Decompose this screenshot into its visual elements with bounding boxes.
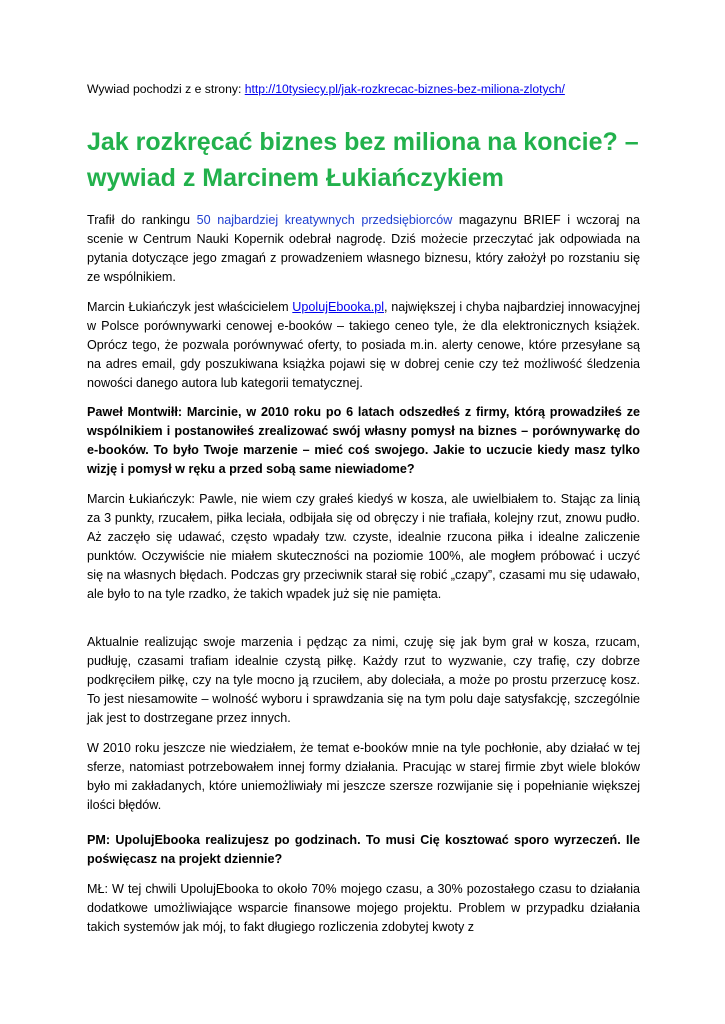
question-1: Paweł Montwiłł: Marcinie, w 2010 roku po 6 latach odszedłeś z firmy, którą prowadziłeś ze wspólnikiem i postanowiłeś zrealizować swój własny pomysł na biznes – porównywarkę do e-booków. To było Twoje marzenie – mieć coś swojego. Jakie to uczucie kiedy masz tylko wizję i pomysł w ręku a przed sobą same niewiadome?	[87, 405, 640, 476]
source-line	[87, 82, 640, 97]
answer-1-paragraph-2: Aktualnie realizując swoje marzenia i pędząc za nimi, czuję się jak bym grał w kosza, rzucam, pudłuję, czasami trafiam idealnie czystą piłkę. Każdy rzut to wyzwanie, czy trafię, czy dobrze podkręciłem piłkę, czy na tyle mocno ją rzuciłem, aby doleciała, a może po prostu przerzucę kosz. To jest niesamowite – wolność wyboru i sprawdzania się na tym polu daje satysfakcję, szczególnie jak jest to dostrzegane przez innych.	[87, 635, 640, 725]
about-text-after: , największej i chyba najbardziej innowacyjnej w Polsce porównywarki cenowej e-booków – takiego ceneo tyle, że dla elektronicznych książek. Oprócz tego, że pozwala porównywać oferty, to posiada m.in. alerty cenowe, które przesyłane są na adres email, gdy poszukiwana książka pojawi się w dobrej cenie czy też możliwość śledzenia nowości danego autora lub kategorii tematycznej.	[87, 300, 640, 390]
answer-1-paragraph-1: Marcin Łukiańczyk: Pawle, nie wiem czy grałeś kiedyś w kosza, ale uwielbiałem to. Stając za linią za 3 punkty, rzucałem, piłka leciała, odbijała się od obręczy i nie trafiała, kolejny rzut, znowu pudło. Aż zaczęło się udawać, często wpadały tzw. czyste, idealnie rzucona piłka i idealne zaliczenie punktów. Oczywiście nie miałem skuteczności na poziomie 100%, ale mogłem próbować i uczyć się na własnych błędach. Podczas gry przeciwnik starał się robić „czapy”, czasami mu się udawało, ale było to na tyle rzadko, że takich wpadek już się nie pamięta.	[87, 492, 640, 601]
intro-text-after: magazynu BRIEF i wczoraj na scenie w Centrum Nauki Kopernik odebrał nagrodę. Dziś możecie przeczytać jak odpowiada na pytania dotyczące jego zmagań z prowadzeniem własnego biznesu, który założył po rozstaniu się ze wspólnikiem.	[87, 213, 640, 284]
answer-1-paragraph-3: W 2010 roku jeszcze nie wiedziałem, że temat e-booków mnie na tyle pochłonie, aby działać w tej sferze, natomiast potrzebowałem innej formy działania. Pracując w starej firmie zbyt wiele bloków było mi zakładanych, które uniemożliwiały mi jeszcze szersze rozwijanie się i popełnianie większej ilości błędów.	[87, 741, 640, 812]
intro-text-before: Trafił do rankingu	[87, 213, 197, 227]
about-text-before: Marcin Łukiańczyk jest właścicielem	[87, 300, 293, 314]
source-prefix: Wywiad pochodzi z e strony:	[87, 82, 245, 96]
upolujebooka-link[interactable]: UpolujEbooka.pl	[292, 300, 385, 314]
ranking-highlight: 50 najbardziej kreatywnych przedsiębiorców	[196, 213, 453, 227]
article-title: Jak rozkręcać biznes bez miliona na koncie? – wywiad z Marcinem Łukiańczykiem	[87, 128, 639, 192]
intro-paragraph	[87, 211, 640, 287]
answer-2-paragraph: MŁ: W tej chwili UpolujEbooka to około 70% mojego czasu, a 30% pozostałego czasu to działania dodatkowe umożliwiające wsparcie finansowe mojego projektu. Problem w przypadku działania takich systemów jak mój, to fakt długiego rozliczenia zdobytej kwoty z	[87, 882, 640, 934]
source-link[interactable]: http://10tysiecy.pl/jak-rozkrecac-biznes-bez-miliona-zlotych/	[244, 82, 565, 96]
about-paragraph	[87, 298, 640, 393]
question-2: PM: UpolujEbooka realizujesz po godzinach. To musi Cię kosztować sporo wyrzeczeń. Ile poświęcasz na projekt dziennie?	[87, 833, 640, 866]
